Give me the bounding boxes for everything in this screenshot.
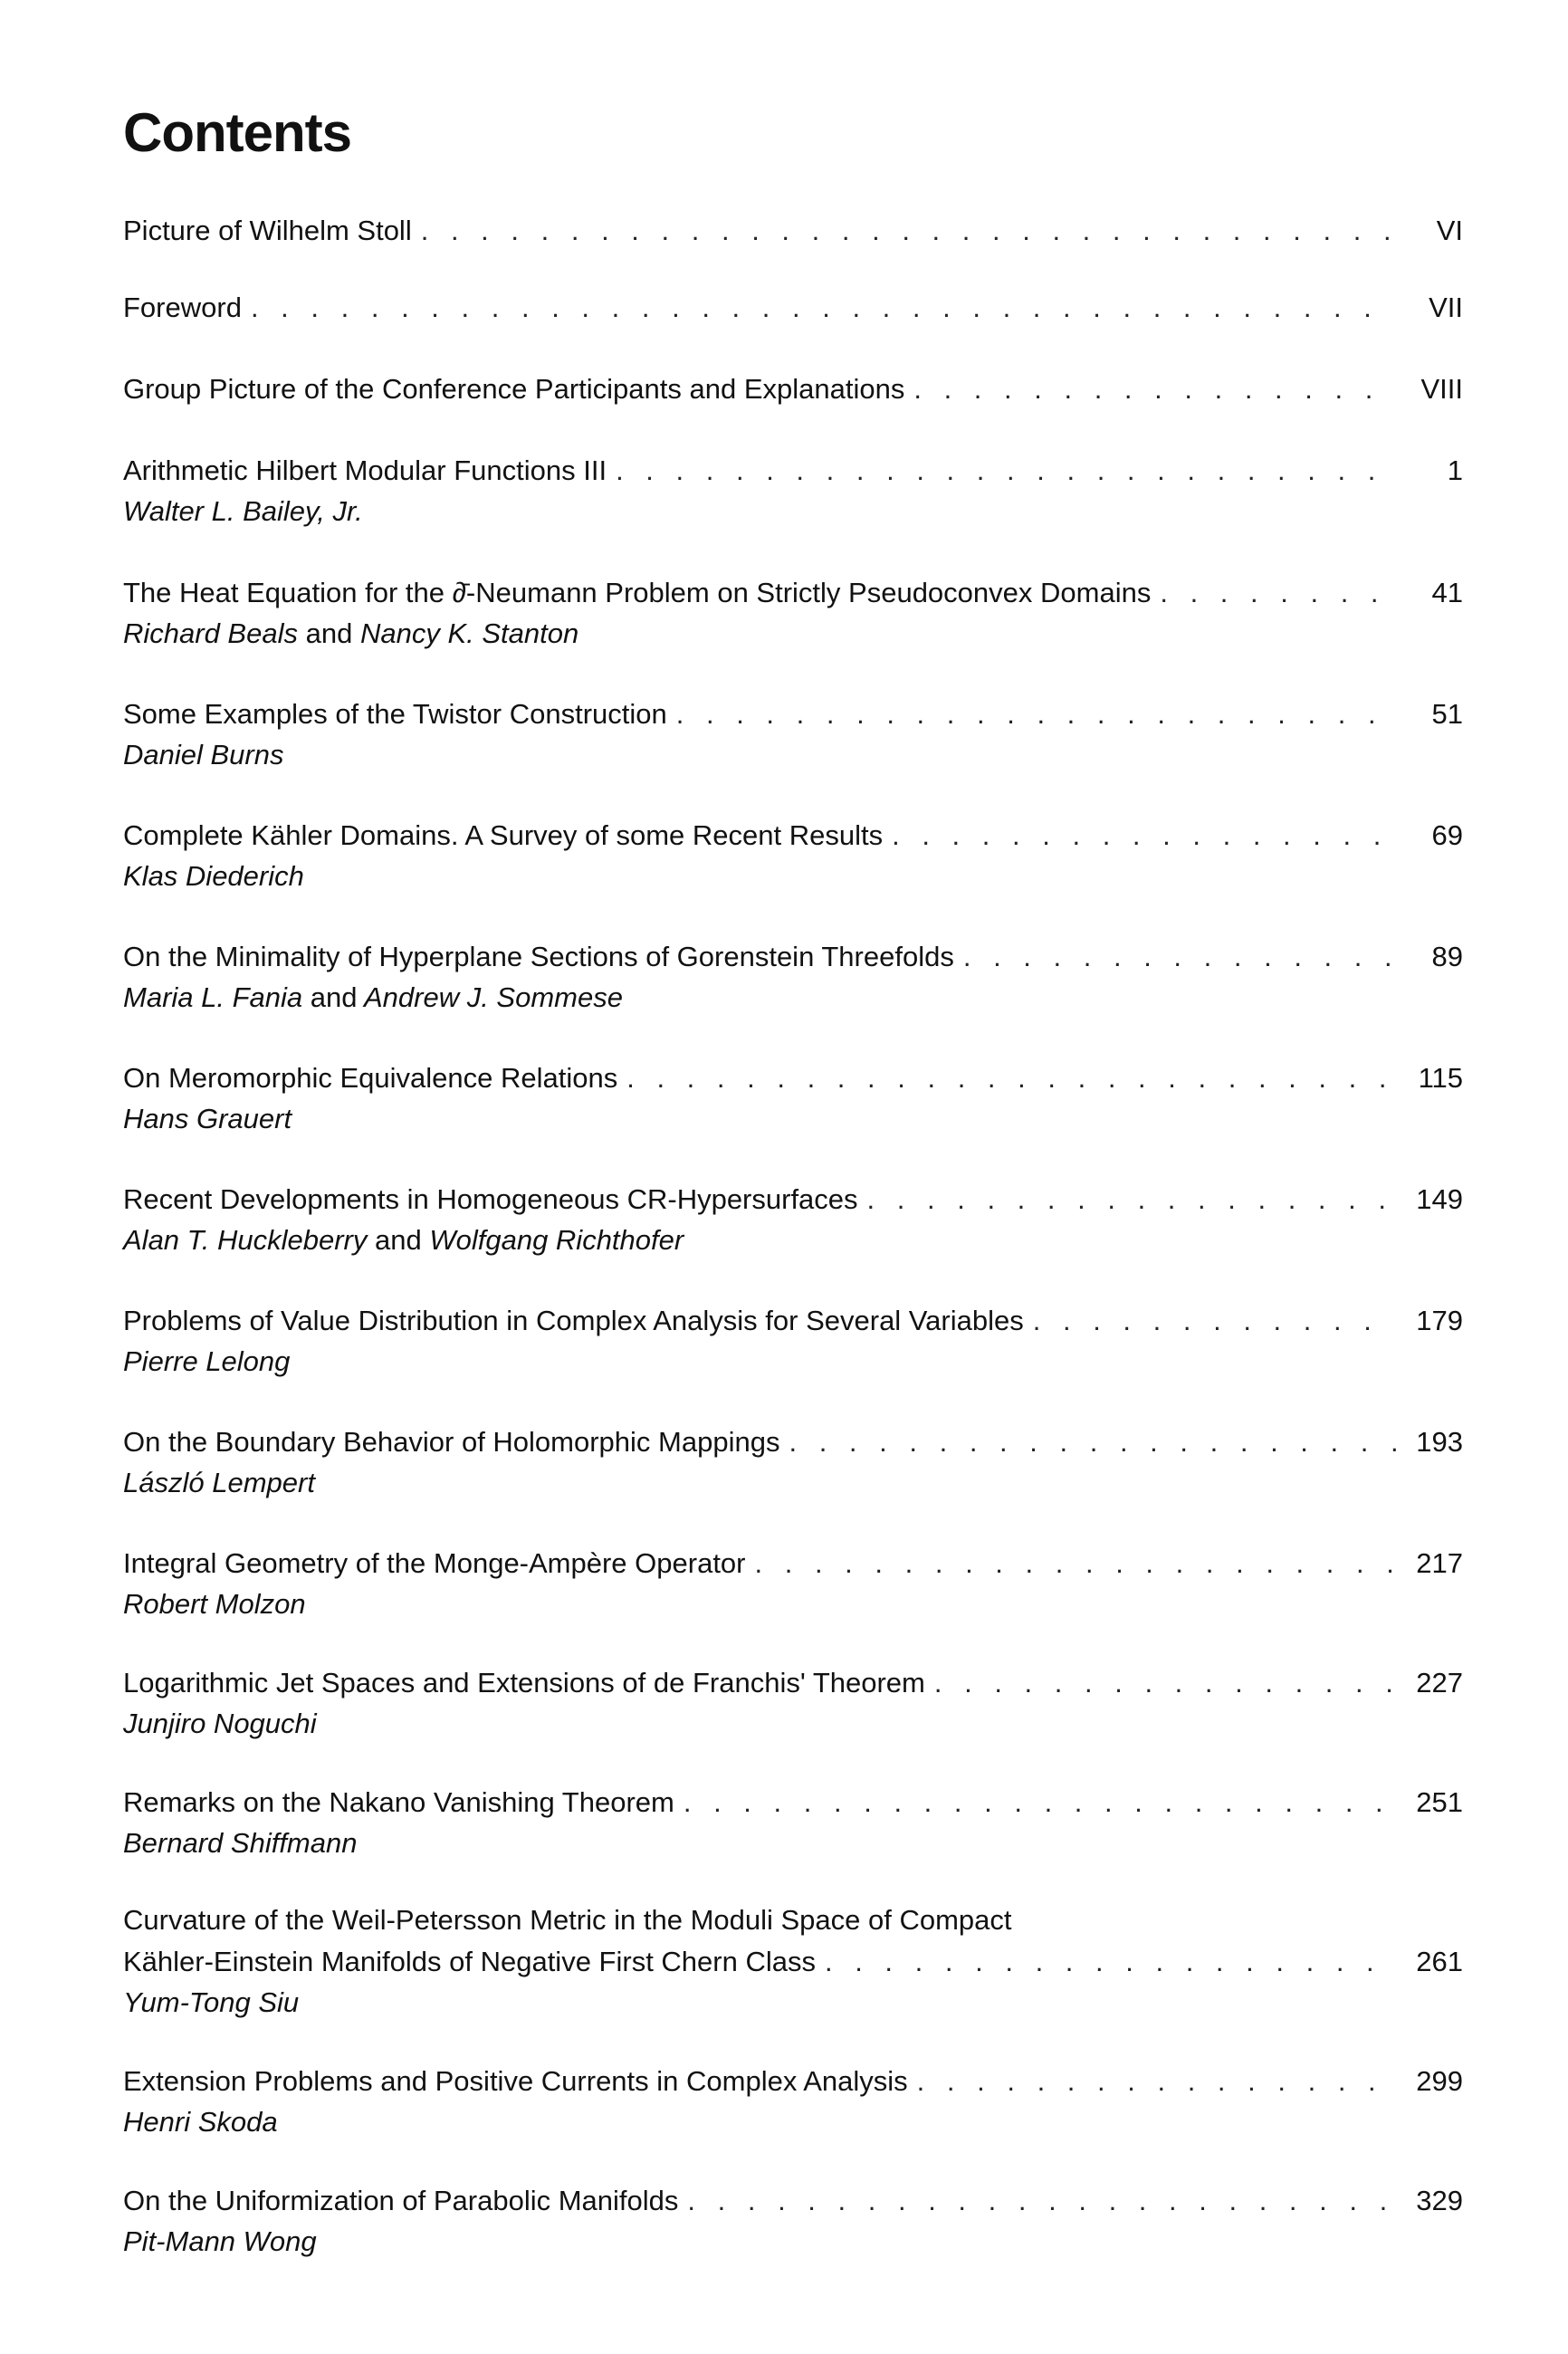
page-number: 149 bbox=[1416, 1183, 1463, 1215]
toc-entry bbox=[123, 1421, 1463, 1503]
toc-entry bbox=[123, 815, 1463, 896]
page-number: 251 bbox=[1416, 1786, 1463, 1818]
toc-entry bbox=[123, 1899, 1463, 2023]
page-number: 115 bbox=[1418, 1062, 1463, 1094]
toc-entry bbox=[123, 210, 1463, 252]
dot-leader bbox=[867, 1179, 1396, 1220]
page-number: VII bbox=[1429, 292, 1463, 323]
dot-leader bbox=[251, 287, 1396, 329]
entry-authors bbox=[123, 1584, 1463, 1624]
toc-entry bbox=[123, 1300, 1463, 1382]
page-number: VIII bbox=[1420, 373, 1463, 405]
author: Klas Diederich bbox=[123, 860, 304, 892]
dot-leader bbox=[825, 1941, 1396, 1983]
author: Walter L. Bailey, Jr. bbox=[123, 495, 363, 527]
entry-title: Arithmetic Hilbert Modular Functions III bbox=[123, 455, 607, 486]
author: Alan T. Huckleberry bbox=[123, 1224, 368, 1256]
entry-authors bbox=[123, 1099, 1463, 1139]
toc-entry bbox=[123, 1179, 1463, 1260]
entry-authors bbox=[123, 978, 1463, 1018]
page-number: 179 bbox=[1416, 1305, 1463, 1336]
dot-leader bbox=[963, 936, 1396, 978]
entry-title: Foreword bbox=[123, 292, 242, 323]
author: Robert Molzon bbox=[123, 1588, 306, 1620]
page-number: VI bbox=[1436, 215, 1463, 246]
entry-title: Logarithmic Jet Spaces and Extensions of de Franchis' Theorem bbox=[123, 1667, 925, 1699]
entry-title: Integral Geometry of the Monge-Ampère Operator bbox=[123, 1547, 746, 1579]
entry-title: Complete Kähler Domains. A Survey of some Recent Results bbox=[123, 819, 884, 851]
author: Andrew J. Sommese bbox=[363, 981, 623, 1013]
author: Maria L. Fania bbox=[123, 981, 303, 1013]
dot-leader bbox=[934, 1662, 1396, 1704]
entry-title: On Meromorphic Equivalence Relations bbox=[123, 1062, 618, 1094]
author-conjunction: and bbox=[305, 617, 353, 649]
toc-entry bbox=[123, 2061, 1463, 2142]
entry-title: Some Examples of the Twistor Construction bbox=[123, 698, 667, 730]
toc-entry bbox=[123, 450, 1463, 531]
dot-leader bbox=[1033, 1300, 1396, 1342]
author: Bernard Shiffmann bbox=[123, 1827, 358, 1859]
entry-title: Recent Developments in Homogeneous CR-Hypersurfaces bbox=[123, 1183, 858, 1215]
toc-entry bbox=[123, 694, 1463, 775]
dot-leader bbox=[684, 1782, 1396, 1823]
entry-title-line1: Curvature of the Weil-Petersson Metric in the Moduli Space of Compact bbox=[123, 1904, 1012, 1936]
entry-authors bbox=[123, 492, 1463, 531]
entry-authors bbox=[123, 1220, 1463, 1260]
author: Yum-Tong Siu bbox=[123, 1986, 300, 2018]
page-number: 193 bbox=[1416, 1426, 1463, 1458]
entry-title: Extension Problems and Positive Currents in Complex Analysis bbox=[123, 2065, 908, 2097]
entry-title: Picture of Wilhelm Stoll bbox=[123, 215, 412, 246]
entry-authors bbox=[123, 2102, 1463, 2142]
author: Pierre Lelong bbox=[123, 1345, 291, 1377]
entry-authors bbox=[123, 614, 1463, 654]
author: Nancy K. Stanton bbox=[359, 617, 579, 649]
page-number: 89 bbox=[1431, 941, 1463, 972]
dot-leader bbox=[687, 2180, 1396, 2222]
entry-title: The Heat Equation for the ∂̄-Neumann Problem on Strictly Pseudoconvex Domains bbox=[123, 577, 1152, 608]
page-number: 329 bbox=[1416, 2185, 1463, 2216]
entry-title: Problems of Value Distribution in Complex Analysis for Several Variables bbox=[123, 1305, 1024, 1336]
toc-entry bbox=[123, 368, 1463, 410]
dot-leader bbox=[892, 815, 1396, 856]
entry-title: Kähler-Einstein Manifolds of Negative First Chern Class bbox=[123, 1946, 816, 1977]
author: Junjiro Noguchi bbox=[123, 1708, 317, 1739]
entry-authors bbox=[123, 1342, 1463, 1382]
entry-authors bbox=[123, 1983, 1463, 2023]
dot-leader bbox=[421, 210, 1396, 252]
page-number: 1 bbox=[1447, 455, 1463, 486]
entry-title: Group Picture of the Conference Participants and Explanations bbox=[123, 373, 905, 405]
page-number: 69 bbox=[1431, 819, 1463, 851]
toc-entry bbox=[123, 1057, 1463, 1139]
dot-leader bbox=[1160, 572, 1396, 614]
toc-entry bbox=[123, 1543, 1463, 1624]
entry-title: On the Uniformization of Parabolic Manifolds bbox=[123, 2185, 679, 2216]
page-number: 227 bbox=[1416, 1667, 1463, 1699]
dot-leader bbox=[616, 450, 1396, 492]
author: Henri Skoda bbox=[123, 2106, 278, 2138]
author-conjunction: and bbox=[310, 981, 358, 1013]
toc-entry bbox=[123, 1662, 1463, 1744]
author: Daniel Burns bbox=[123, 739, 284, 770]
entry-authors bbox=[123, 735, 1463, 775]
entry-authors bbox=[123, 2222, 1463, 2262]
toc-entry bbox=[123, 2180, 1463, 2262]
page-title: Contents bbox=[123, 102, 351, 163]
author: László Lempert bbox=[123, 1467, 315, 1498]
entry-title: On the Boundary Behavior of Holomorphic Mappings bbox=[123, 1426, 780, 1458]
entry-title: Remarks on the Nakano Vanishing Theorem bbox=[123, 1786, 674, 1818]
page-number: 261 bbox=[1416, 1946, 1463, 1977]
author: Richard Beals bbox=[123, 617, 298, 649]
dot-leader bbox=[913, 368, 1396, 410]
page-number: 41 bbox=[1431, 577, 1463, 608]
page-number: 51 bbox=[1431, 698, 1463, 730]
dot-leader bbox=[789, 1421, 1396, 1463]
dot-leader bbox=[917, 2061, 1396, 2102]
author: Hans Grauert bbox=[123, 1103, 292, 1134]
toc-entry bbox=[123, 1782, 1463, 1863]
author-conjunction: and bbox=[374, 1224, 422, 1256]
entry-authors bbox=[123, 1704, 1463, 1744]
dot-leader bbox=[755, 1543, 1397, 1584]
toc-entry bbox=[123, 936, 1463, 1018]
dot-leader bbox=[626, 1057, 1396, 1099]
toc-entry bbox=[123, 287, 1463, 329]
author: Wolfgang Richthofer bbox=[429, 1224, 684, 1256]
dot-leader bbox=[676, 694, 1396, 735]
toc-entry bbox=[123, 572, 1463, 654]
page-number: 299 bbox=[1416, 2065, 1463, 2097]
entry-authors bbox=[123, 1463, 1463, 1503]
entry-authors bbox=[123, 1823, 1463, 1863]
entry-authors bbox=[123, 856, 1463, 896]
author: Pit-Mann Wong bbox=[123, 2225, 317, 2257]
entry-title: On the Minimality of Hyperplane Sections of Gorenstein Threefolds bbox=[123, 941, 954, 972]
page-number: 217 bbox=[1416, 1547, 1463, 1579]
